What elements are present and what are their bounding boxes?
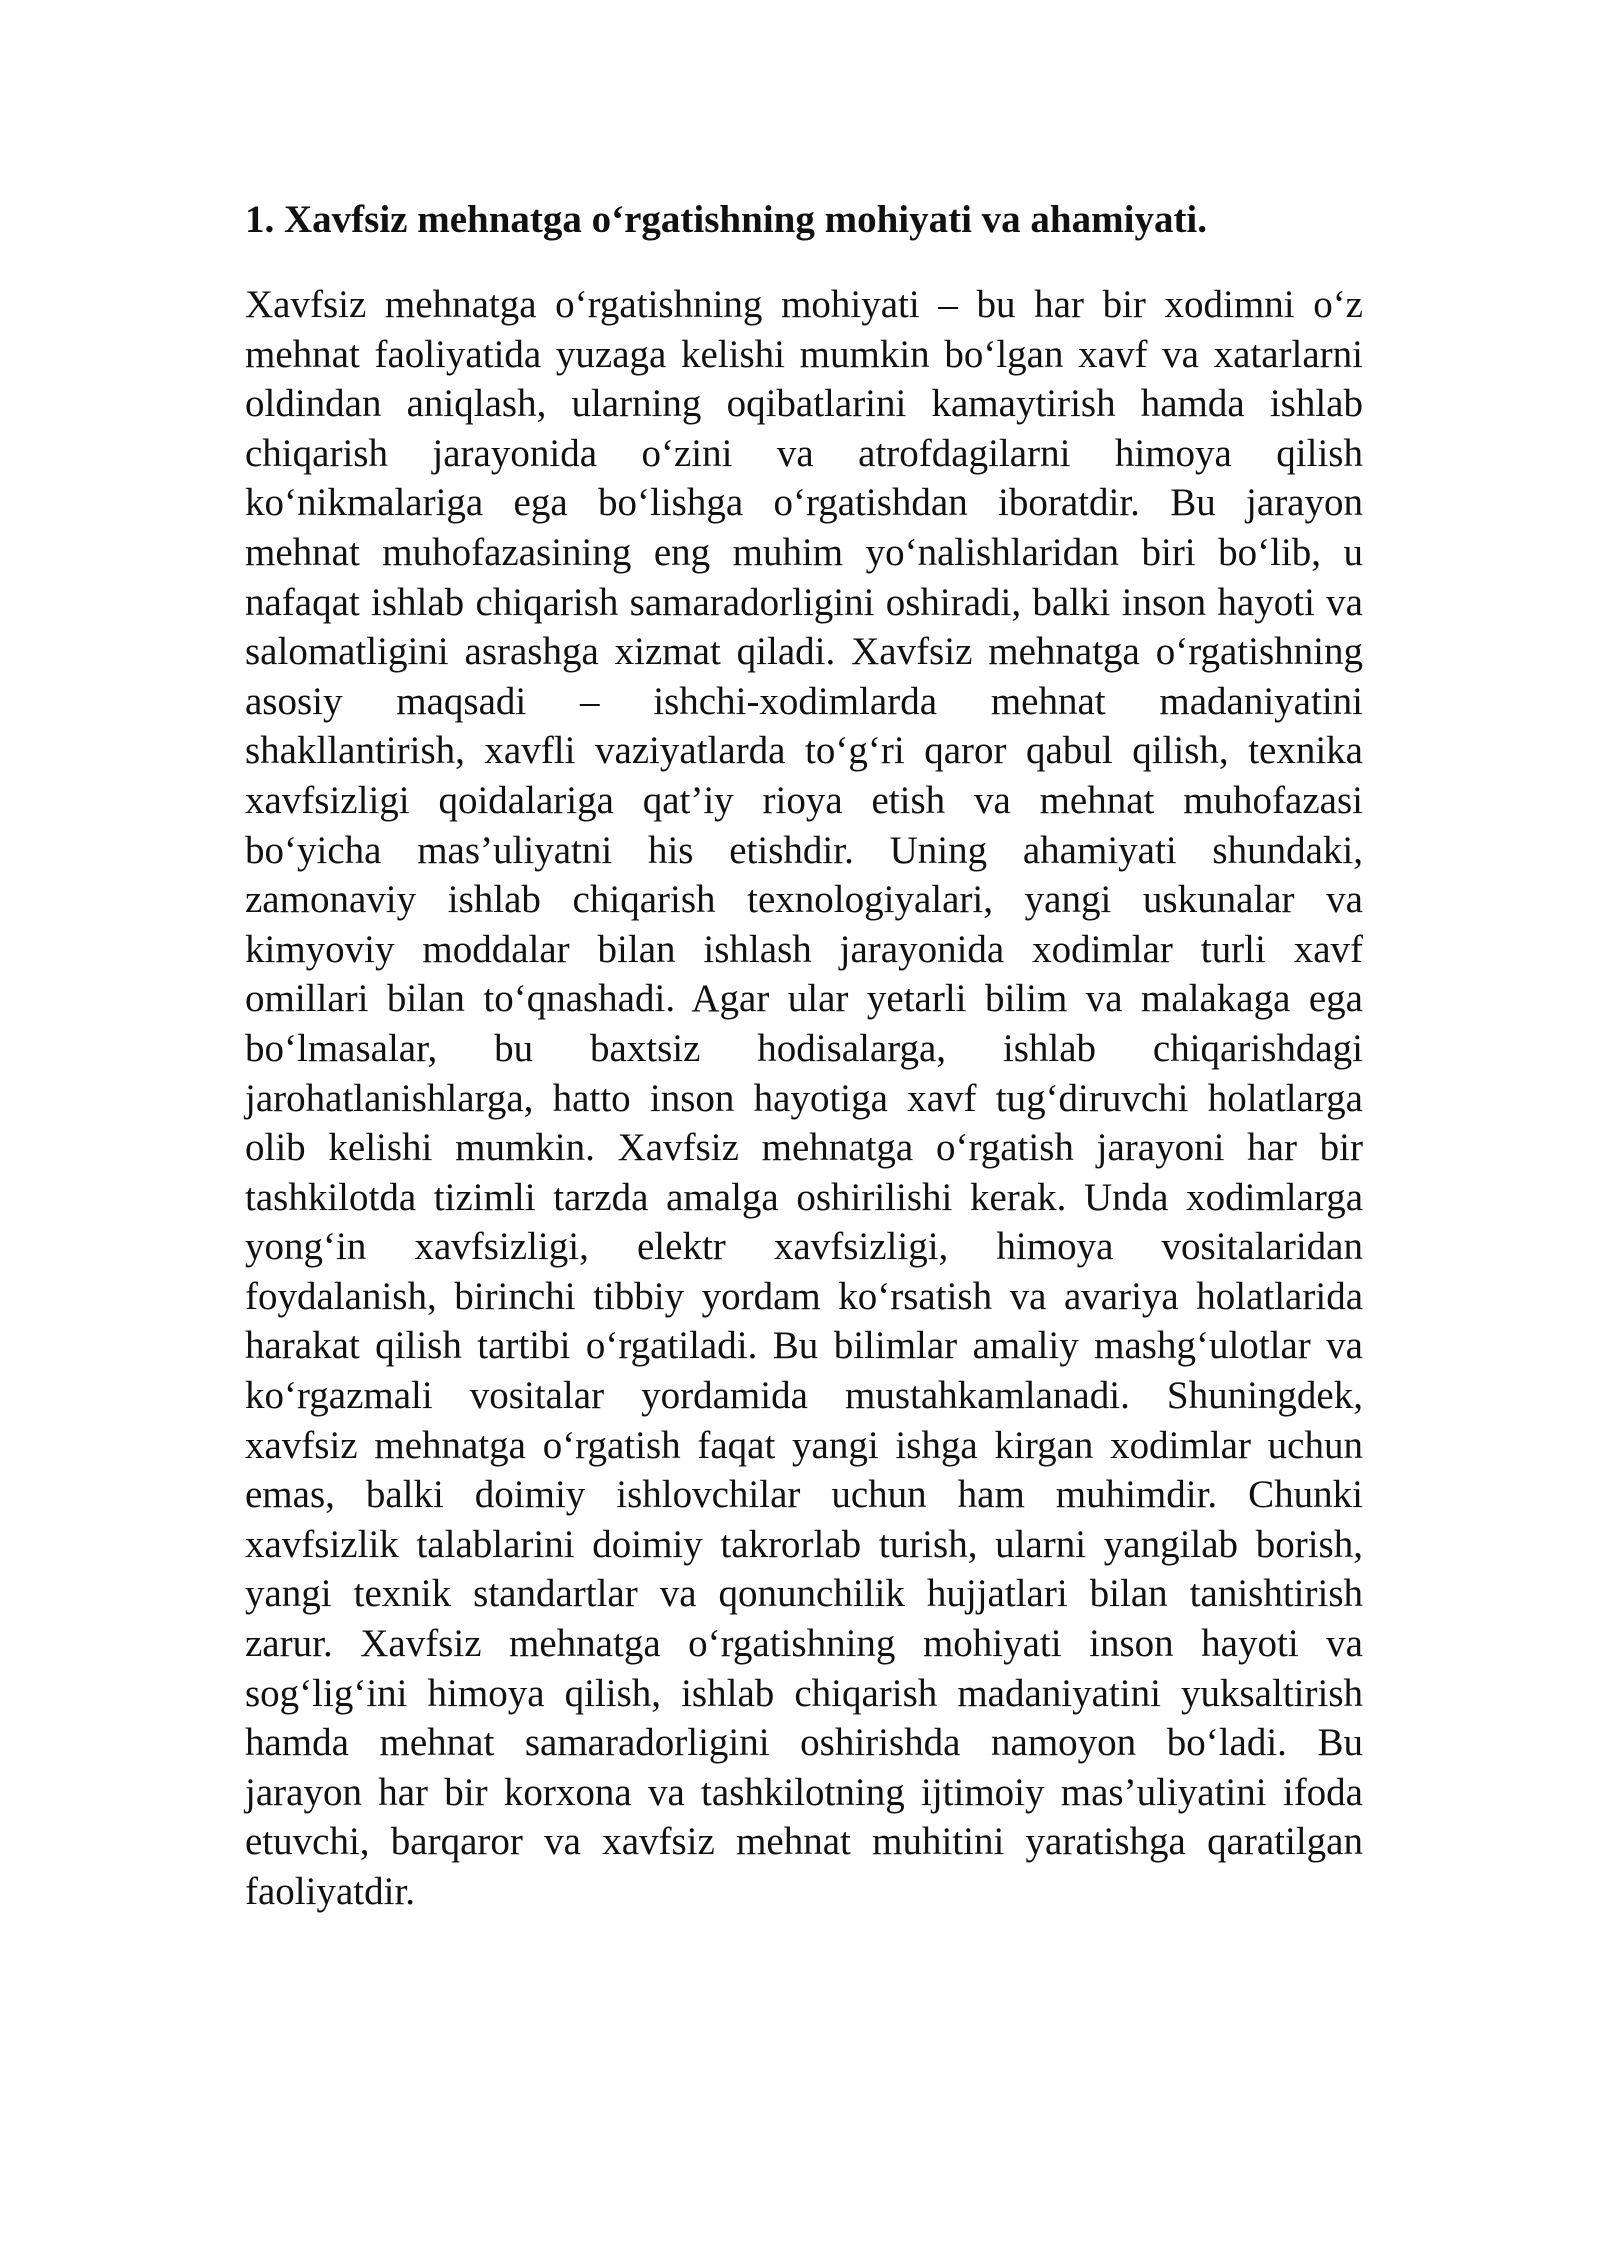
document-page xyxy=(245,196,1363,1917)
body-paragraph: Xavfsiz mehnatga o‘rgatishning mohiyati – bu har bir xodimni o‘z mehnat faoliyatida yuzaga kelishi mumkin bo‘lgan xavf va xatarlarni oldindan aniqlash, ularning oqibatlarini kamaytirish hamda ishlab chiqarish jarayonida o‘zini va atrofdagilarni himoya qilish ko‘nikmalariga ega bo‘lishga o‘rgatishdan iboratdir. Bu jarayon mehnat muhofazasining eng muhim yo‘nalishlaridan biri bo‘lib, u nafaqat ishlab chiqarish samaradorligini oshiradi, balki inson hayoti va salomatligini asrashga xizmat qiladi. Xavfsiz mehnatga o‘rgatishning asosiy maqsadi – ishchi-xodimlarda mehnat madaniyatini shakllantirish, xavfli vaziyatlarda to‘g‘ri qaror qabul qilish, texnika xavfsizligi qoidalariga qat’iy rioya etish va mehnat muhofazasi bo‘yicha mas’uliyatni his etishdir. Uning ahamiyati shundaki, zamonaviy ishlab chiqarish texnologiyalari, yangi uskunalar va kimyoviy moddalar bilan ishlash jarayonida xodimlar turli xavf omillari bilan to‘qnashadi. Agar ular yetarli bilim va malakaga ega bo‘lmasalar, bu baxtsiz hodisalarga, ishlab chiqarishdagi jarohatlanishlarga, hatto inson hayotiga xavf tug‘diruvchi holatlarga olib kelishi mumkin. Xavfsiz mehnatga o‘rgatish jarayoni har bir tashkilotda tizimli tarzda amalga oshirilishi kerak. Unda xodimlarga yong‘in xavfsizligi, elektr xavfsizligi, himoya vositalaridan foydalanish, birinchi tibbiy yordam ko‘rsatish va avariya holatlarida harakat qilish tartibi o‘rgatiladi. Bu bilimlar amaliy mashg‘ulotlar va ko‘rgazmali vositalar yordamida mustahkamlanadi. Shuningdek, xavfsiz mehnatga o‘rgatish faqat yangi ishga kirgan xodimlar uchun emas, balki doimiy ishlovchilar uchun ham muhimdir. Chunki xavfsizlik talablarini doimiy takrorlab turish, ularni yangilab borish, yangi texnik standartlar va qonunchilik hujjatlari bilan tanishtirish zarur. Xavfsiz mehnatga o‘rgatishning mohiyati inson hayoti va sog‘lig‘ini himoya qilish, ishlab chiqarish madaniyatini yuksaltirish hamda mehnat samaradorligini oshirishda namoyon bo‘ladi. Bu jarayon har bir korxona va tashkilotning ijtimoiy mas’uliyatini ifoda etuvchi, barqaror va xavfsiz mehnat muhitini yaratishga qaratilgan faoliyatdir. xyxy=(245,283,1363,1913)
section-heading: 1. Xavfsiz mehnatga o‘rgatishning mohiyati va ahamiyati. xyxy=(245,198,1208,241)
